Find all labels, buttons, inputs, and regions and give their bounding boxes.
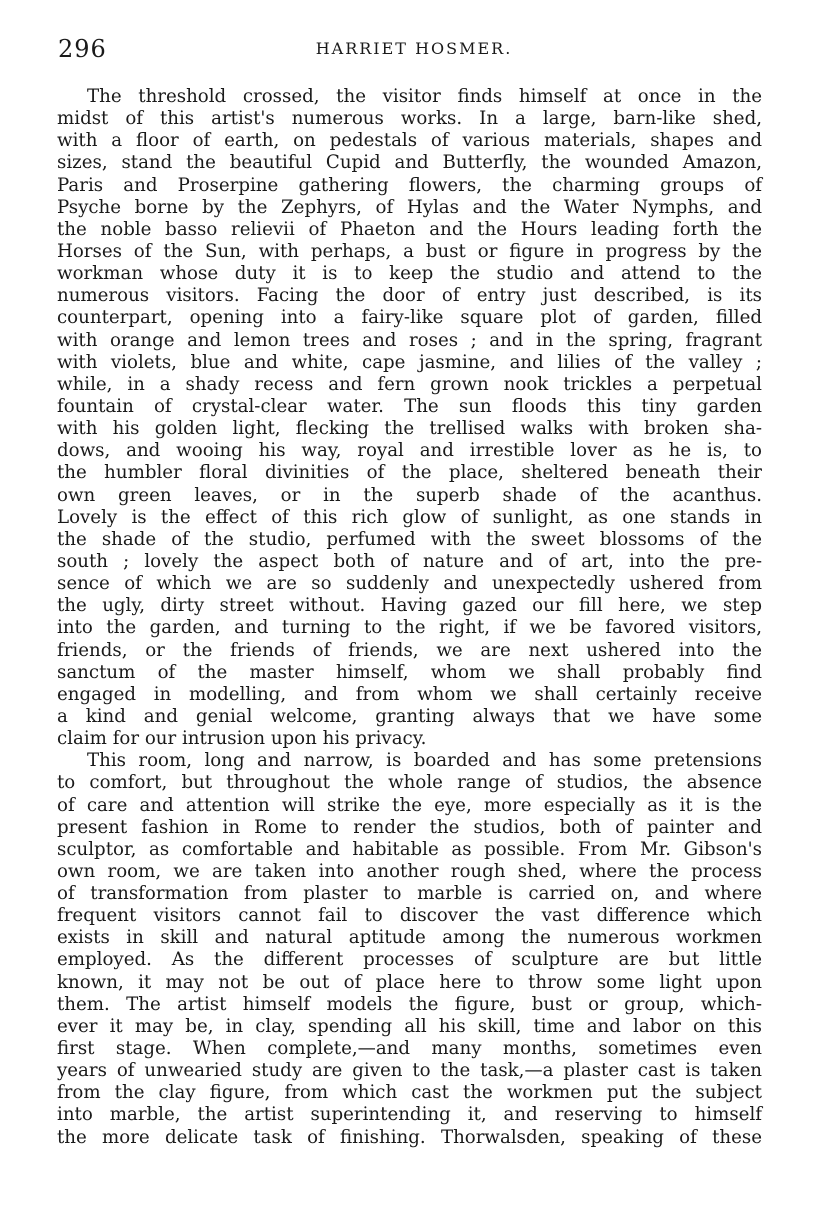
text-line: to comfort, but throughout the whole range of studios, the absence	[57, 772, 762, 794]
text-line: Psyche borne by the Zephyrs, of Hylas and the Water Nymphs, and	[57, 196, 762, 218]
text-line: them. The artist himself models the figure, bust or group, which-	[57, 993, 762, 1015]
text-line: frequent visitors cannot fail to discover the vast difference which	[57, 905, 762, 927]
text-line: fountain of crystal-clear water. The sun floods this tiny garden	[57, 395, 762, 417]
text-line: with orange and lemon trees and roses ; and in the spring, fragrant	[57, 329, 762, 351]
text-line: a kind and genial welcome, granting always that we have some	[57, 705, 762, 727]
text-line: Lovely is the effect of this rich glow of sunlight, as one stands in	[57, 506, 762, 528]
text-line: of care and attention will strike the eye, more especially as it is the	[57, 794, 762, 816]
text-line: dows, and wooing his way, royal and irrestible lover as he is, to	[57, 440, 762, 462]
text-line: the ugly, dirty street without. Having gazed our fill here, we step	[57, 595, 762, 617]
running-head	[58, 34, 770, 64]
text-line: exists in skill and natural aptitude among the numerous workmen	[57, 927, 762, 949]
page-number: 296	[58, 35, 107, 63]
text-line: the noble basso relievii of Phaeton and the Hours leading forth the	[57, 218, 762, 240]
text-line: friends, or the friends of friends, we are next ushered into the	[57, 639, 762, 661]
text-line: of transformation from plaster to marble is carried on, and where	[57, 883, 762, 905]
text-line: the shade of the studio, perfumed with the sweet blossoms of the	[57, 528, 762, 550]
paragraph-1	[57, 86, 762, 750]
text-line: own room, we are taken into another rough shed, where the process	[57, 860, 762, 882]
text-line: years of unwearied study are given to the task,—a plaster cast is taken	[57, 1060, 762, 1082]
text-line: into marble, the artist superintending it, and reserving to himself	[57, 1104, 762, 1126]
text-line: engaged in modelling, and from whom we shall certainly receive	[57, 683, 762, 705]
text-line: workman whose duty it is to keep the studio and attend to the	[57, 263, 762, 285]
text-line: The threshold crossed, the visitor finds himself at once in the	[87, 86, 762, 107]
text-line: own green leaves, or in the superb shade of the acanthus.	[57, 484, 762, 506]
paragraph-2	[57, 750, 762, 1149]
text-line: the more delicate task of finishing. Thorwalsden, speaking of these	[57, 1126, 762, 1148]
text-line: employed. As the different processes of sculpture are but little	[57, 949, 762, 971]
text-line: This room, long and narrow, is boarded and has some pretensions	[87, 750, 762, 772]
text-line: sanctum of the master himself, whom we shall probably find	[57, 661, 762, 683]
text-line: while, in a shady recess and fern grown nook trickles a perpetual	[57, 373, 762, 395]
text-line: Paris and Proserpine gathering flowers, the charming groups of	[57, 174, 762, 196]
text-line: Horses of the Sun, with perhaps, a bust or figure in progress by the	[57, 240, 762, 262]
text-line: numerous visitors. Facing the door of entry just described, is its	[57, 285, 762, 307]
text-line: sizes, stand the beautiful Cupid and Butterfly, the wounded Amazon,	[57, 152, 762, 174]
text-line: south ; lovely the aspect both of nature and of art, into the pre-	[57, 550, 762, 572]
text-line: counterpart, opening into a fairy-like square plot of garden, filled	[57, 307, 762, 329]
running-title: HARRIET HOSMER.	[315, 39, 513, 58]
text-line: the humbler floral divinities of the place, sheltered beneath their	[57, 462, 762, 484]
text-line: from the clay figure, from which cast the workmen put the subject	[57, 1082, 762, 1104]
text-line: ever it may be, in clay, spending all his skill, time and labor on this	[57, 1015, 762, 1037]
text-line: with his golden light, flecking the trellised walks with broken sha-	[57, 418, 762, 440]
body-text	[57, 86, 762, 1149]
text-line: claim for our intrusion upon his privacy.	[57, 728, 427, 750]
text-line: first stage. When complete,—and many months, sometimes even	[57, 1038, 762, 1060]
text-line: sence of which we are so suddenly and unexpectedly ushered from	[57, 573, 762, 595]
text-line: known, it may not be out of place here to throw some light upon	[57, 971, 762, 993]
text-line: into the garden, and turning to the right, if we be favored visitors,	[57, 617, 762, 639]
text-line: with violets, blue and white, cape jasmine, and lilies of the valley ;	[57, 351, 762, 373]
text-line: sculptor, as comfortable and habitable as possible. From Mr. Gibson's	[57, 838, 762, 860]
text-line: present fashion in Rome to render the studios, both of painter and	[57, 816, 762, 838]
text-line: with a floor of earth, on pedestals of various materials, shapes and	[57, 130, 762, 152]
text-line: midst of this artist's numerous works. In a large, barn-like shed,	[57, 108, 762, 130]
